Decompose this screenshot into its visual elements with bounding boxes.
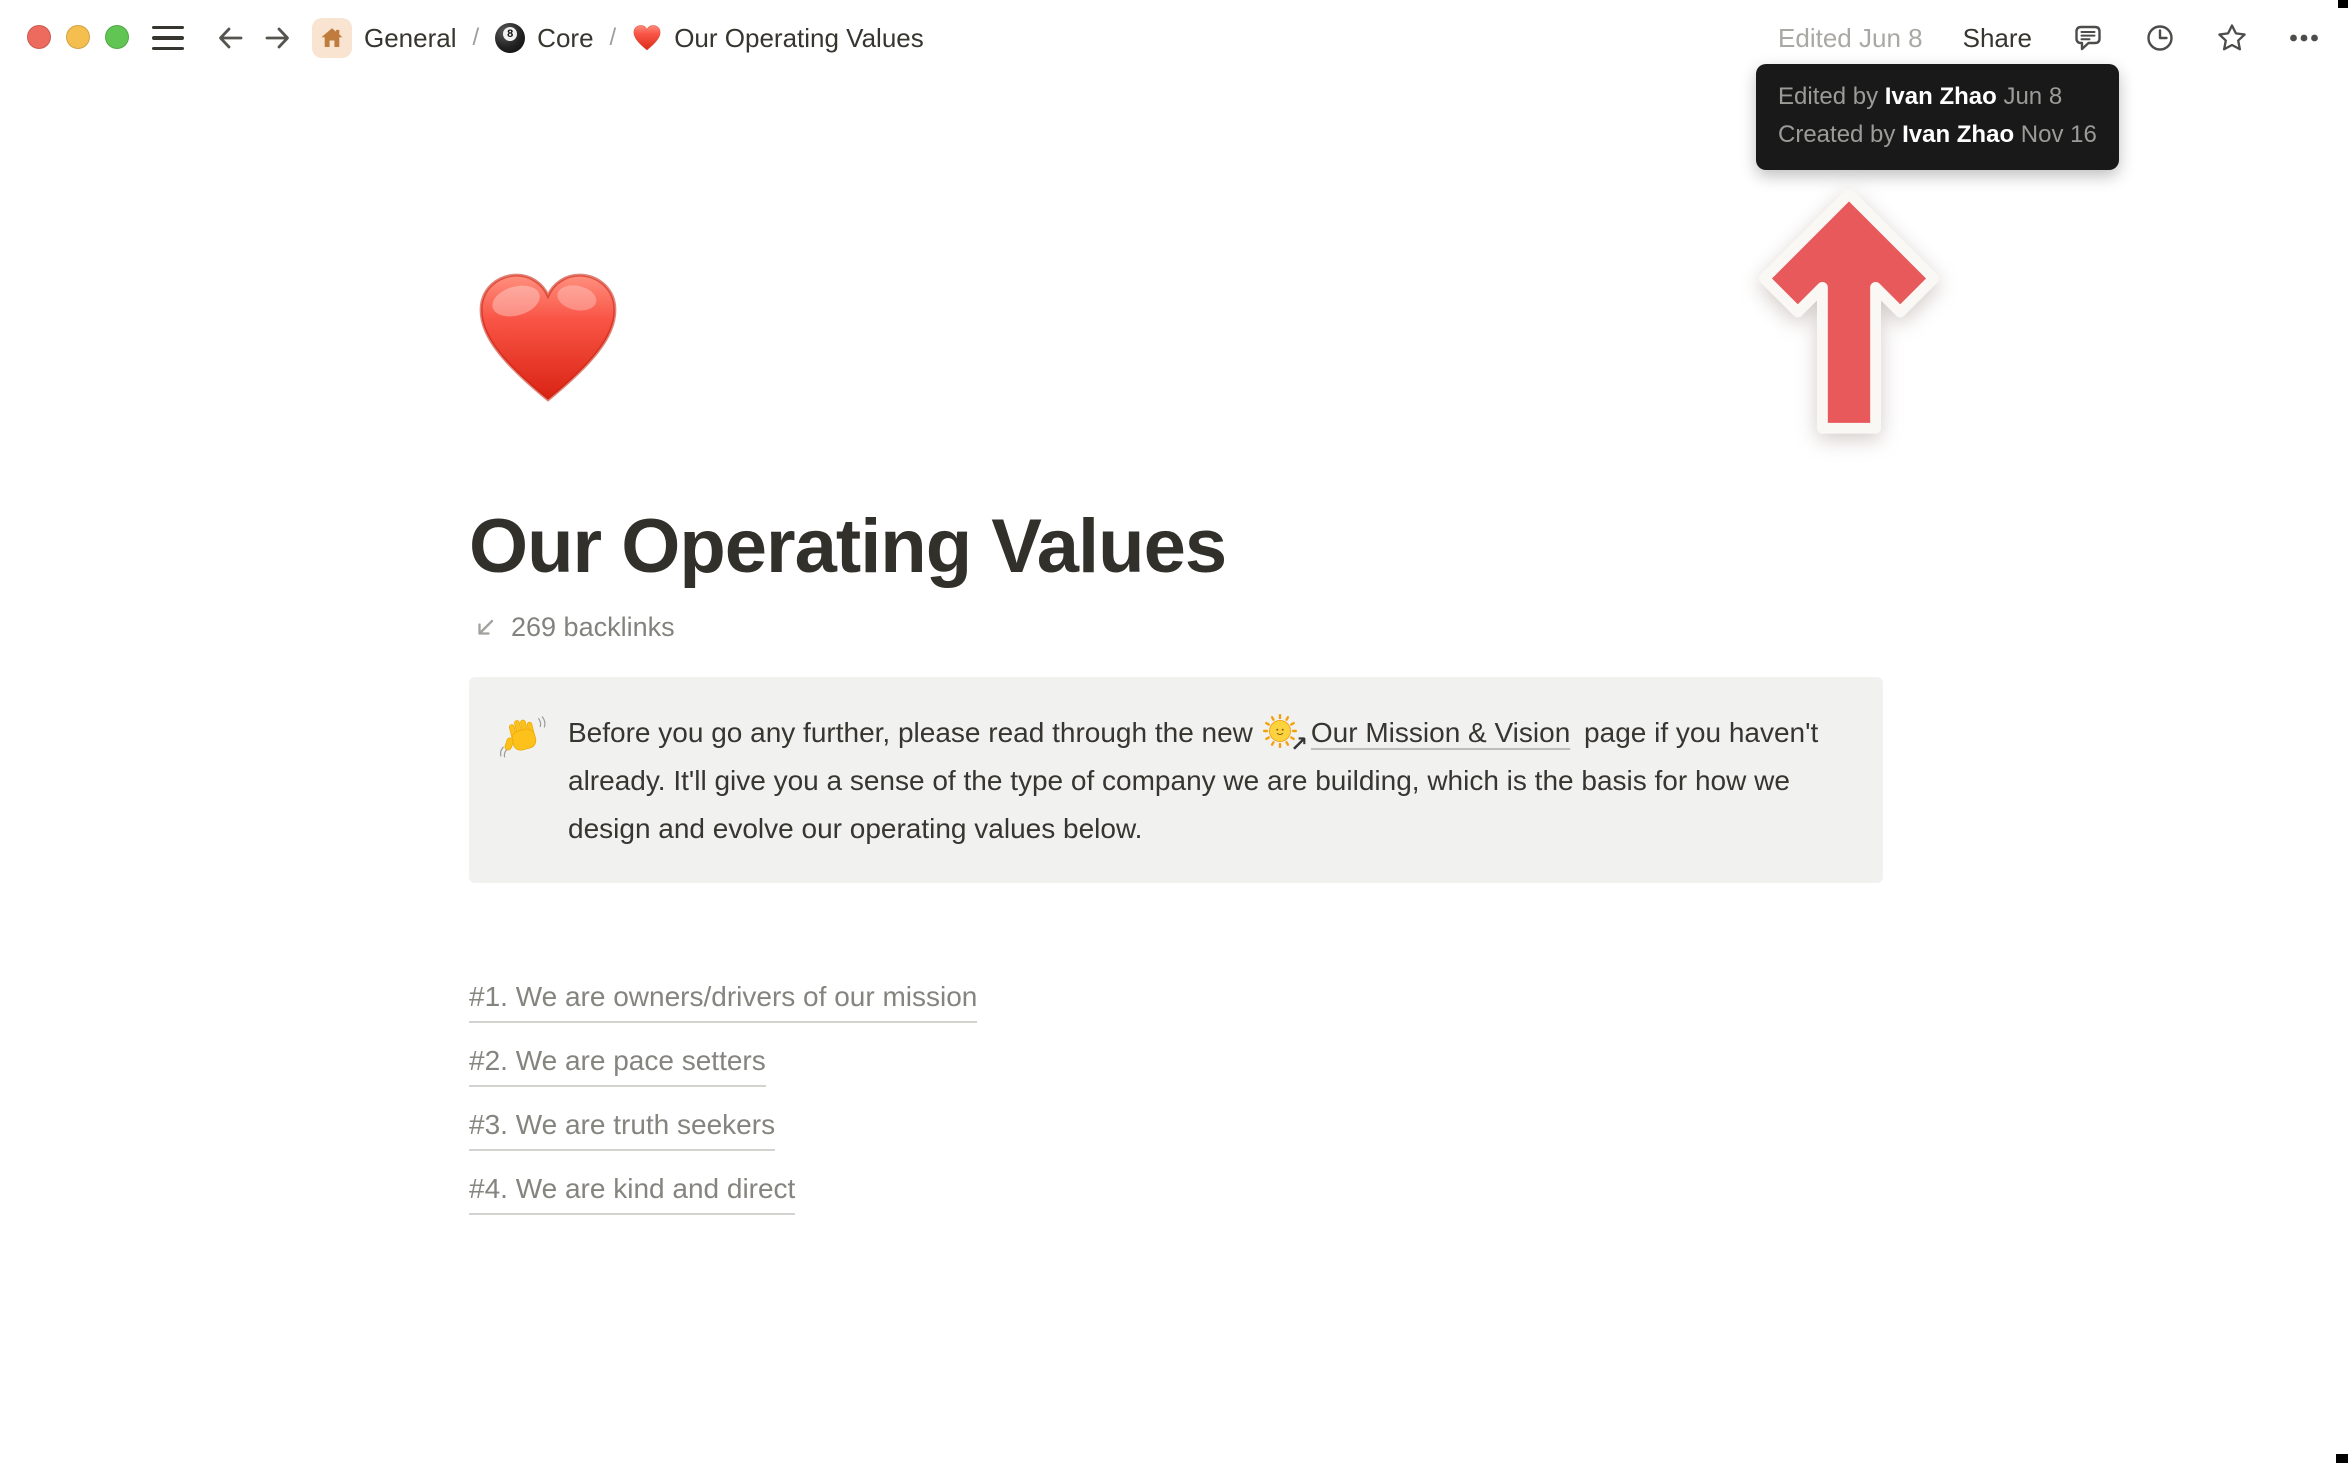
back-arrow-icon[interactable] — [212, 21, 248, 55]
toc-link-2[interactable]: #2. We are pace setters — [469, 1039, 766, 1087]
edited-info-tooltip — [1756, 64, 2119, 170]
mission-vision-link[interactable]: Our Mission & Vision — [1310, 717, 1571, 748]
callout-text-after: page if you haven't already. It'll give you a sense of the type of company we are building, which is the basis for how we design and evolve our operating values below. — [568, 717, 1819, 844]
home-icon — [312, 18, 352, 58]
red-up-arrow-annotation — [1750, 180, 1948, 446]
toc-link-1[interactable]: #1. We are owners/drivers of our mission — [469, 975, 977, 1023]
toc-link-3[interactable]: #3. We are truth seekers — [469, 1103, 775, 1151]
favorite-star-icon[interactable] — [2216, 22, 2248, 54]
share-button[interactable]: Share — [1962, 22, 2032, 53]
breadcrumb-item-general[interactable] — [312, 18, 457, 58]
breadcrumb-item-current-page[interactable] — [632, 23, 924, 54]
zoom-window-button[interactable] — [105, 25, 129, 49]
window-controls — [27, 25, 129, 49]
waving-hand-icon — [500, 715, 546, 761]
callout-block — [469, 677, 1883, 883]
forward-arrow-icon[interactable] — [260, 21, 296, 55]
breadcrumb-label: General — [364, 22, 457, 53]
more-ellipsis-icon[interactable] — [2288, 22, 2320, 54]
toc-link-4[interactable]: #4. We are kind and direct — [469, 1167, 795, 1215]
breadcrumb-item-core[interactable] — [495, 23, 593, 54]
breadcrumb — [312, 0, 924, 76]
eight-ball-icon: 8 — [495, 23, 525, 53]
breadcrumb-separator: / — [609, 24, 617, 51]
sidebar-toggle-menu-icon[interactable] — [152, 23, 186, 53]
callout-text-before: Before you go any further, please read through the new — [568, 717, 1253, 748]
comment-icon[interactable] — [2072, 22, 2104, 54]
mission-vision-page-icon — [1263, 714, 1308, 756]
red-heart-icon — [632, 24, 662, 52]
breadcrumb-label: Core — [537, 22, 594, 53]
breadcrumb-label: Our Operating Values — [674, 22, 924, 53]
breadcrumb-separator: / — [472, 24, 480, 51]
history-clock-icon[interactable] — [2144, 22, 2176, 54]
screen-corner-artifact — [2336, 1454, 2348, 1463]
edited-timestamp[interactable]: Edited Jun 8 — [1778, 22, 1923, 53]
southwest-arrow-icon — [472, 615, 498, 641]
backlinks-toggle[interactable] — [472, 612, 675, 643]
table-of-contents — [469, 975, 977, 1231]
tooltip-edited-line: Edited by Ivan Zhao Jun 8 — [1778, 83, 2063, 110]
tooltip-created-line: Created by Ivan Zhao Nov 16 — [1778, 121, 2097, 148]
backlinks-count: 269 backlinks — [511, 612, 675, 642]
page-icon-red-heart[interactable] — [472, 268, 624, 410]
page-link-arrow-overlay: ↗ — [1290, 732, 1308, 756]
minimize-window-button[interactable] — [66, 25, 90, 49]
close-window-button[interactable] — [27, 25, 51, 49]
callout-text — [568, 709, 1843, 853]
page-title[interactable]: Our Operating Values — [469, 504, 1227, 589]
screen-corner-artifact — [2338, 0, 2348, 8]
